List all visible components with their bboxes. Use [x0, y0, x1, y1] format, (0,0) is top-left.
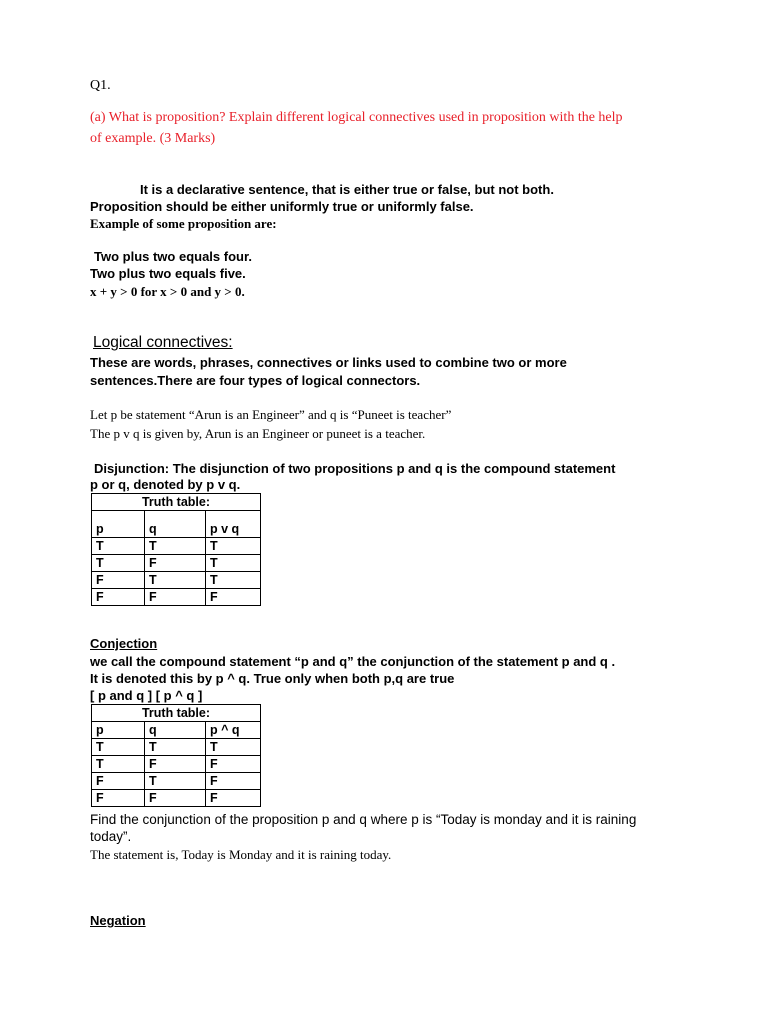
proposition-example-3: x + y > 0 for x > 0 and y > 0.	[90, 284, 245, 299]
table-header-cell: p v q	[206, 511, 261, 538]
conjunction-find-line1: Find the conjunction of the proposition p and q where p is “Today is monday and it is raining	[90, 812, 637, 827]
table-cell: F	[92, 572, 145, 589]
table-header-cell: q	[145, 511, 206, 538]
conjunction-statement: The statement is, Today is Monday and it is raining today.	[90, 847, 392, 862]
table-cell: T	[92, 739, 145, 756]
table-row	[92, 790, 261, 807]
table-cell: F	[145, 790, 206, 807]
table-row	[92, 589, 261, 606]
logical-connectives-heading: Logical connectives:	[93, 334, 233, 351]
table-cell: T	[92, 555, 145, 572]
table-row	[92, 773, 261, 790]
conjunction-find-line2: today”.	[90, 829, 132, 844]
table-cell: T	[206, 555, 261, 572]
table-cell: T	[206, 739, 261, 756]
table-header-cell: q	[145, 722, 206, 739]
table-cell: F	[206, 589, 261, 606]
table-cell: T	[145, 572, 206, 589]
table-cell: T	[92, 538, 145, 555]
table-cell: T	[145, 773, 206, 790]
pvq-given-statement: The p v q is given by, Arun is an Engineer or puneet is a teacher.	[90, 426, 426, 441]
table-cell: F	[206, 756, 261, 773]
conjunction-notation: [ p and q ] [ p ^ q ]	[90, 688, 203, 703]
table-row	[92, 538, 261, 555]
disjunction-definition-line2: p or q, denoted by p v q.	[90, 477, 241, 492]
table-cell: F	[92, 773, 145, 790]
table-header-cell: p	[92, 722, 145, 739]
table-header-cell: p ^ q	[206, 722, 261, 739]
conjunction-definition-line2: It is denoted this by p ^ q. True only when both p,q are true	[90, 671, 455, 686]
proposition-definition-line2: Proposition should be either uniformly true or uniformly false.	[90, 199, 474, 214]
proposition-definition-line1: It is a declarative sentence, that is either true or false, but not both.	[140, 182, 554, 197]
table-cell: T	[145, 538, 206, 555]
let-p-statement: Let p be statement “Arun is an Engineer” and q is “Puneet is teacher”	[90, 407, 452, 422]
table-cell: F	[92, 589, 145, 606]
proposition-example-heading: Example of some proposition are:	[90, 216, 277, 231]
proposition-example-2: Two plus two equals five.	[90, 266, 246, 281]
disjunction-truth-table	[91, 493, 261, 606]
table-cell: T	[145, 739, 206, 756]
conjunction-definition-line1: we call the compound statement “p and q” the conjunction of the statement p and q .	[90, 654, 616, 669]
table-cell: F	[145, 555, 206, 572]
negation-heading: Negation	[90, 913, 146, 928]
connectives-description-line2: sentences.There are four types of logical connectors.	[90, 373, 421, 388]
connectives-description-line1: These are words, phrases, connectives or links used to combine two or more	[90, 355, 567, 370]
table-row	[92, 555, 261, 572]
question-number: Q1.	[90, 78, 111, 93]
truth-table-caption: Truth table:	[92, 705, 261, 722]
table-header-cell: p	[92, 511, 145, 538]
table-row	[92, 739, 261, 756]
question-part-a-line2: of example. (3 Marks)	[90, 131, 216, 146]
conjunction-truth-table	[91, 704, 261, 807]
table-cell: T	[206, 572, 261, 589]
table-cell: F	[206, 773, 261, 790]
table-cell: F	[92, 790, 145, 807]
table-cell: F	[206, 790, 261, 807]
question-part-a-line1: (a) What is proposition? Explain different logical connectives used in proposition with the help	[90, 110, 623, 125]
table-cell: F	[145, 589, 206, 606]
conjunction-heading: Conjection	[90, 636, 158, 651]
table-row	[92, 572, 261, 589]
disjunction-definition-line1: Disjunction: The disjunction of two propositions p and q is the compound statement	[94, 461, 616, 476]
truth-table-caption: Truth table:	[92, 494, 261, 511]
table-cell: T	[206, 538, 261, 555]
table-cell: T	[92, 756, 145, 773]
table-cell: F	[145, 756, 206, 773]
table-row	[92, 756, 261, 773]
proposition-example-1: Two plus two equals four.	[94, 249, 252, 264]
